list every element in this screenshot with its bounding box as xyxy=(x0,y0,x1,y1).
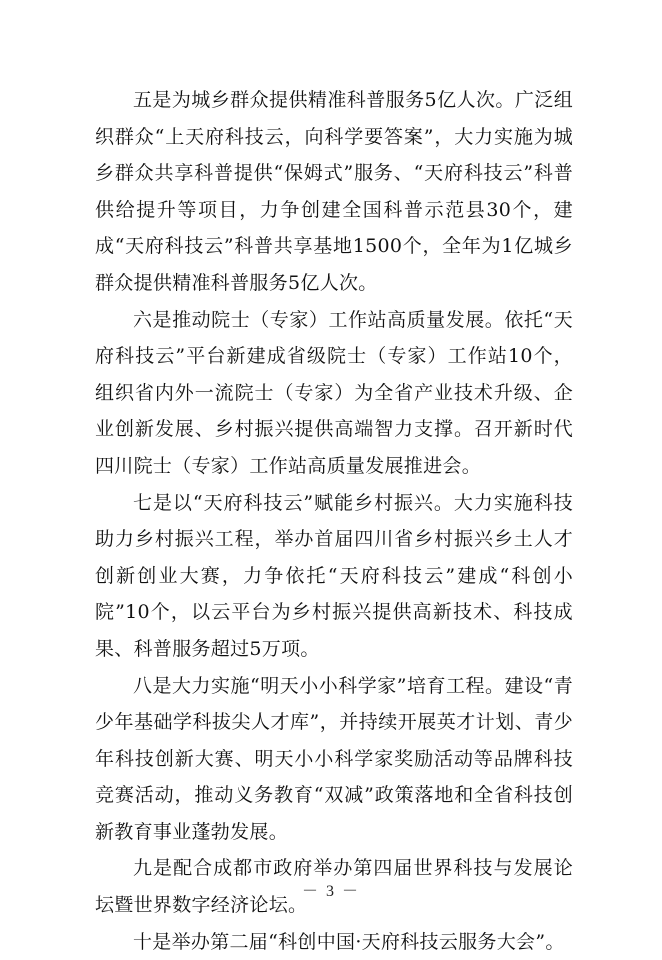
paragraph-item-5: 五是为城乡群众提供精准科普服务5亿人次。广泛组织群众“上天府科技云，向科学要答案”，大力实施为城乡群众共享科普提供“保姆式”服务、“天府科技云”科普供给提升等项目，力争创建全国科普示范县30个，建成“天府科技云”科普共享基地1500个，全年为1亿城乡群众提供精准科普服务5亿人次。 xyxy=(95,89,573,294)
page-number: － 3 － xyxy=(301,883,360,900)
paragraph-item-7: 七是以“天府科技云”赋能乡村振兴。大力实施科技助力乡村振兴工程，举办首届四川省乡村振兴乡土人才创新创业大赛，力争依托“天府科技云”建成“科创小院”10个，以云平台为乡村振兴提供高新技术、科技成果、科普服务超过5万项。 xyxy=(95,491,573,660)
paragraph-item-9: 九是配合成都市政府举办第四届世界科技与发展论坛暨世界数字经济论坛。 xyxy=(95,857,573,917)
paragraph-item-8: 八是大力实施“明天小小科学家”培育工程。建设“青少年基础学科拔尖人才库”，并持续开展英才计划、青少年科技创新大赛、明天小小科学家奖励活动等品牌科技竞赛活动，推动义务教育“双减”政策落地和全省科技创新教育事业蓬勃发展。 xyxy=(95,674,573,843)
paragraph-item-6: 六是推动院士（专家）工作站高质量发展。依托“天府科技云”平台新建成省级院士（专家）工作站10个，组织省内外一流院士（专家）为全省产业技术升级、企业创新发展、乡村振兴提供高端智力支撑。召开新时代四川院士（专家）工作站高质量发展推进会。 xyxy=(95,308,573,477)
document-body xyxy=(95,82,573,960)
paragraph-item-10: 十是举办第二届“科创中国·天府科技云服务大会”。 xyxy=(133,930,565,953)
